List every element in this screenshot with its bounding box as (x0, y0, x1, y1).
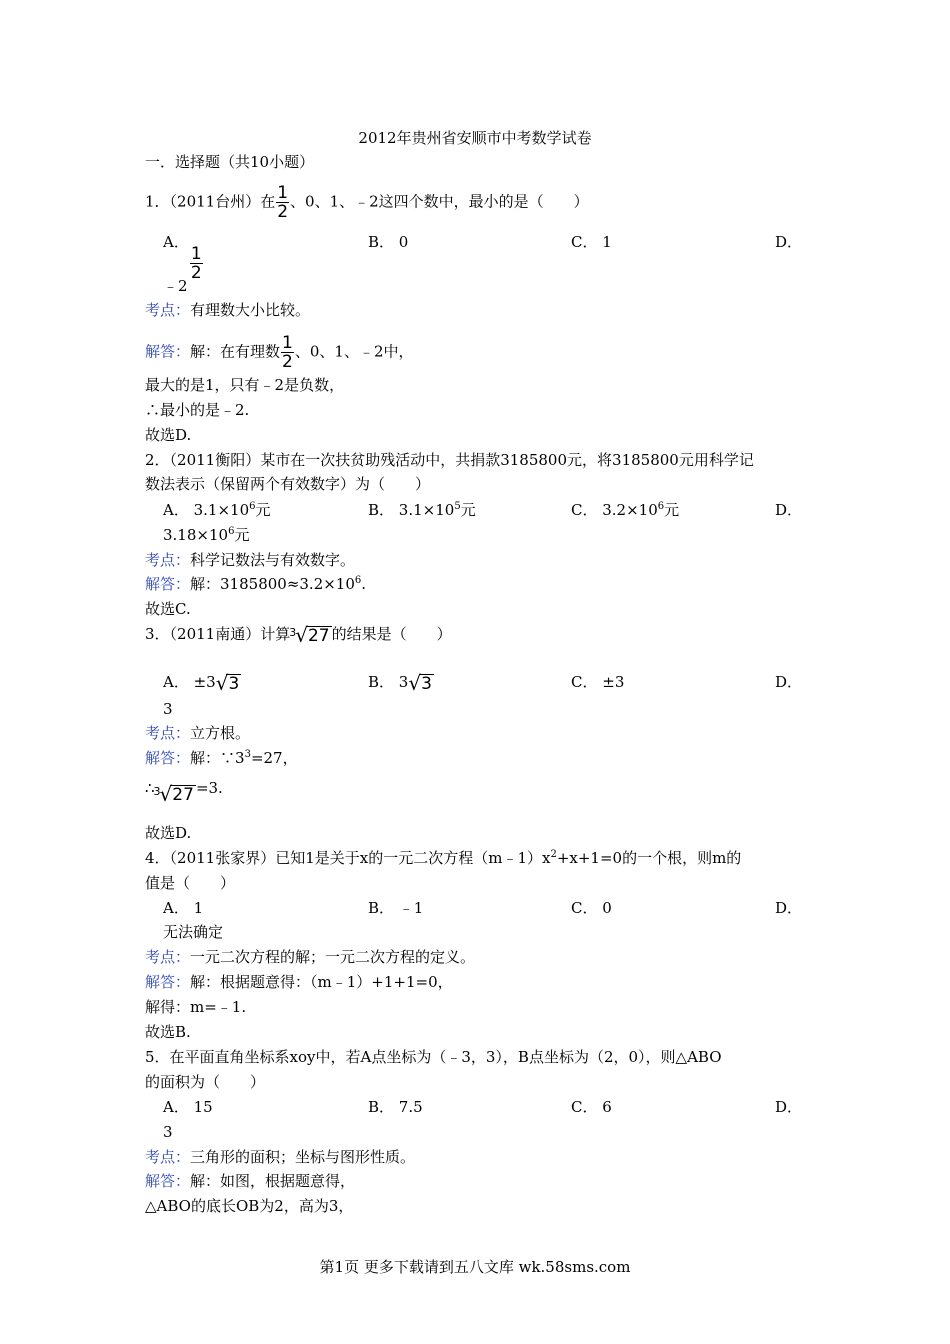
q2-option-b: B． $3.1\times 10^5$元 (368, 501, 476, 519)
q1-solution-line-2: 最大的是1，只有﹣2是负数， (145, 376, 345, 394)
q4-option-c: C． 0 (571, 899, 612, 917)
q5-stem-line-2: 的面积为（ ） (145, 1073, 266, 1091)
q1-option-b: B． 0 (368, 233, 409, 251)
q5-option-d-value: 3 (163, 1123, 173, 1141)
q2-option-c: C． $3.2\times 10^6$元 (571, 501, 680, 519)
q1-option-c: C． 1 (571, 233, 612, 251)
q3-option-d: D． (775, 673, 803, 691)
q3-option-c: C． ±3 (571, 673, 625, 691)
cube-root-27: 3 √27 (289, 623, 330, 647)
q1-options (163, 232, 803, 283)
q5-option-d: D． (775, 1098, 803, 1116)
q4-kaodian: 考点：一元二次方程的解；一元二次方程的定义。 (145, 948, 476, 966)
q5-option-b: B． 7.5 (368, 1098, 423, 1116)
q4-option-a: A． 1 (163, 899, 204, 917)
q2-solution-line-1: 解答：解：$3185800\approx 3.2\times 10^6$. (145, 575, 367, 593)
q1-option-a: A． $\frac{1}{2}$ (163, 233, 202, 283)
q1-solution-line-1: 解答：解：在有理数 $\frac{1}{2}$ 、0、1、﹣2中， (145, 333, 414, 372)
page-footer: 第1页 更多下载请到五八文库 wk.58sms.com (319, 1258, 631, 1276)
q3-option-a: A． ±3√3 (163, 671, 240, 695)
q1-solution-line-3: ∴最小的是﹣2. (145, 401, 250, 419)
q2-stem-line-2: 数法表示（保留两个有效数字）为（ ） (145, 475, 431, 493)
q2-answer: 故选C. (145, 600, 191, 618)
q2-option-a: A． $3.1\times 10^6$元 (163, 501, 271, 519)
q5-options (163, 1097, 803, 1121)
q2-stem-line-1: 2．（2011衡阳）某市在一次扶贫助残活动中，共捐款3185800元，将3185800元用科学记 (145, 451, 754, 469)
q4-answer: 故选B. (145, 1023, 191, 1041)
q5-solution-line-1: 解答：解：如图，根据题意得， (145, 1172, 356, 1190)
q1-stem: 1．（2011台州）在 $\frac{1}{2}$ 、0、1、﹣2这四个数中，最小的是（ ） (145, 183, 589, 222)
q2-options (163, 500, 803, 524)
q3-solution-line-2: ∴ 3 √27 =3. (145, 779, 223, 806)
q2-option-d-value: $3.18\times 10^6$元 (163, 526, 250, 544)
q5-option-a: A． 15 (163, 1098, 213, 1116)
q4-option-d: D． (775, 899, 803, 917)
q3-kaodian: 考点：立方根。 (145, 724, 251, 742)
q2-option-d: D． (775, 501, 803, 519)
q5-option-c: C． 6 (571, 1098, 612, 1116)
q5-solution-line-2: △ABO的底长OB为2，高为3， (145, 1197, 354, 1215)
q4-stem-line-1: 4．（2011张家界）已知1是关于x的一元二次方程$(m﹣1)x^2+x+1=0$的一个根，则m的 (145, 849, 742, 867)
q3-option-d-value: 3 (163, 700, 173, 718)
q4-option-d-value: 无法确定 (163, 923, 224, 941)
q1-answer: 故选D. (145, 426, 192, 444)
q4-option-b: B． ﹣1 (368, 899, 424, 917)
q3-answer: 故选D. (145, 824, 192, 842)
q4-options (163, 898, 803, 922)
section-heading: 一．选择题（共10小题） (145, 153, 315, 171)
q1-option-d-value: ﹣2 (163, 277, 188, 295)
q3-option-b: B． 3√3 (368, 671, 432, 695)
q4-solution-line-2: 解得：m=﹣1. (145, 998, 247, 1016)
q4-solution-line-1: 解答：解：根据题意得：（m﹣1）+1+1=0， (145, 973, 453, 991)
q1-option-d: D． (775, 233, 803, 251)
q3-stem: 3．（2011南通）计算 3 √27 的结果是（ ） (145, 623, 452, 647)
q1-kaodian: 考点：有理数大小比较。 (145, 301, 311, 319)
q3-solution-line-1: 解答：解：$\because 3^3=27$， (145, 749, 298, 767)
fraction-one-half: $\frac{1}{2}$ (277, 183, 289, 222)
q2-kaodian: 考点：科学记数法与有效数字。 (145, 551, 356, 569)
q5-kaodian: 考点：三角形的面积；坐标与图形性质。 (145, 1148, 416, 1166)
q4-stem-line-2: 值是（ ） (145, 874, 236, 892)
q5-stem-line-1: 5．在平面直角坐标系xoy中，若A点坐标为（﹣3，3），B点坐标为（2，0），则△ABO (145, 1048, 722, 1066)
page-title: 2012年贵州省安顺市中考数学试卷 (358, 129, 592, 147)
q3-options (163, 672, 803, 696)
